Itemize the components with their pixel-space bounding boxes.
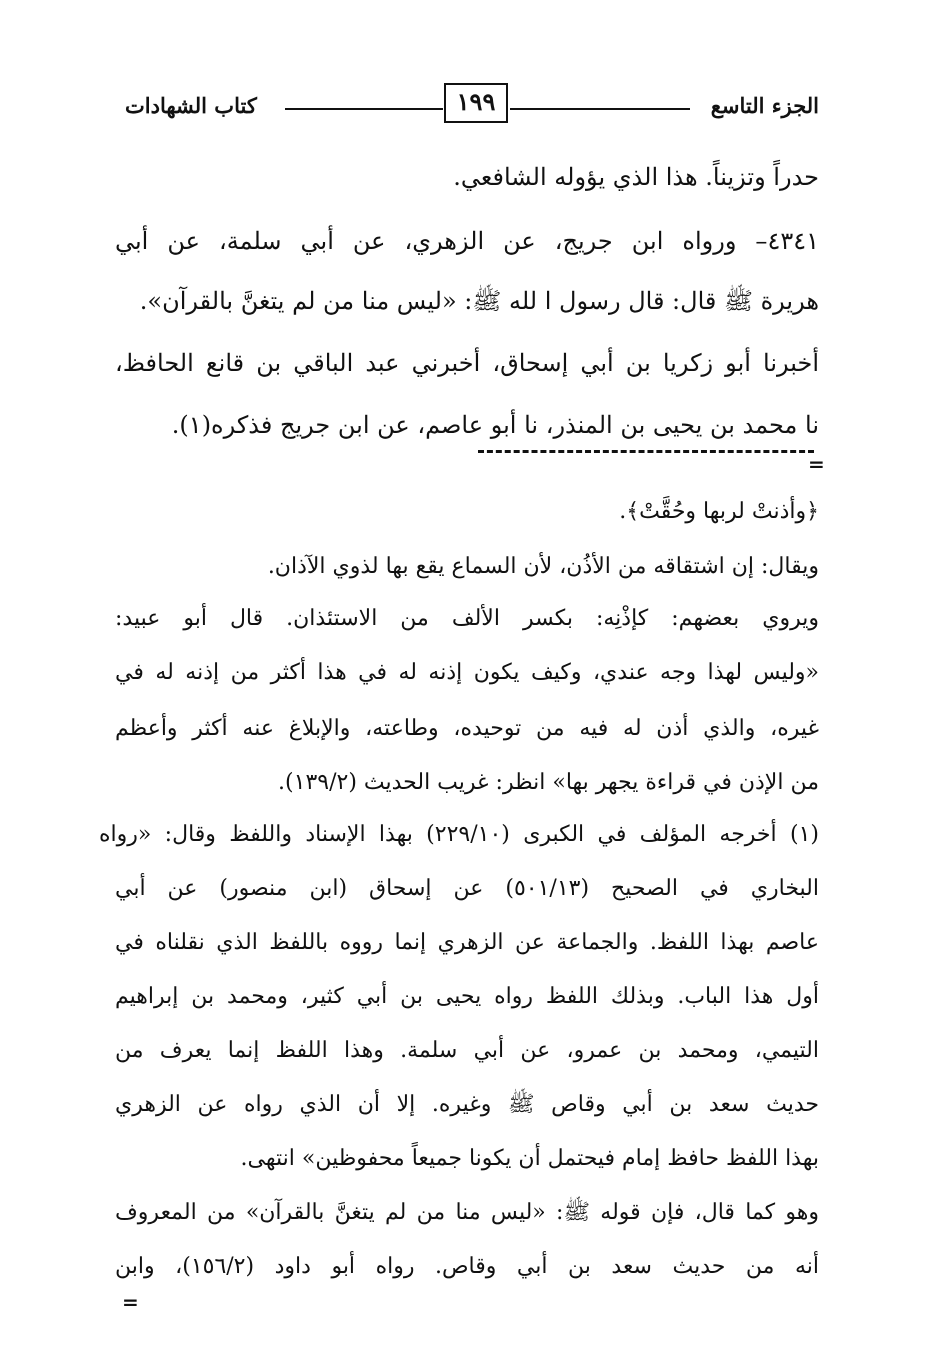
footnote-line: وهو كما قال، فإن قوله ﷺ: «ليس منا من لم يتغنَّ بالقرآن» من المعروف [115,1200,819,1225]
running-header-volume: الجزء التاسع [710,93,819,118]
isnad-line: أخبرنا أبو زكريا بن أبي إسحاق، أخبرني عبد الباقي بن قانع الحافظ، [115,349,819,377]
isnad-line: نا محمد بن يحيى بن المنذر، نا أبو عاصم، عن ابن جريج فذكره(١). [171,411,819,439]
quran-verse: ﴿وأذنتْ لربها وحُقَّتْ﴾. [619,499,819,524]
note-line: ويقال: إن اشتقاقه من الأذُن، لأن السماع يقع بها لذوي الآذان. [267,554,819,579]
footnote-line: البخاري في الصحيح (٥٠١/١٣) عن إسحاق (ابن منصور) عن أبي [115,876,819,901]
note-line: «وليس لهذا وجه عندي، وكيف يكون إذنه له في هذا أكثر من إذنه له في [115,660,819,685]
header-rule-right [510,108,690,110]
body-line: ٤٣٤١– ورواه ابن جريج، عن الزهري، عن أبي سلمة، عن أبي [115,227,819,255]
footnote-line: حديث سعد بن أبي وقاص ﷺ وغيره. إلا أن الذي رواه عن الزهري [115,1092,819,1117]
running-header-book: كتاب الشهادات [125,93,257,118]
footnote-line: التيمي، ومحمد بن عمرو، عن أبي سلمة. وهذا اللفظ إنما يعرف من [115,1038,819,1063]
header-rule-left [285,108,443,110]
continuation-mark: = [122,1290,139,1314]
footnote-line: (١) أخرجه المؤلف في الكبرى (٢٢٩/١٠) بهذا الإسناد واللفظ وقال: «رواه [99,822,819,847]
note-line: ويروي بعضهم: كإذْنِه: بكسر الألف من الاستئذان. قال أبو عبيد: [115,606,819,631]
footnote-line: عاصم بهذا اللفظ. والجماعة عن الزهري إنما رووه باللفظ الذي نقلناه في [115,930,819,955]
hadith-line: هريرة ﷺ قال: قال رسول ا لله ﷺ: «ليس منا من لم يتغنَّ بالقرآن». [139,287,819,315]
footnote-line: أنه من حديث سعد بن أبي وقاص. رواه أبو داود (١٥٦/٢)، وابن [115,1254,819,1279]
body-line: حدراً وتزيناً. هذا الذي يؤوله الشافعي. [453,163,819,191]
footnote-line: أول هذا الباب. وبذلك اللفظ رواه يحيى بن أبي كثير، ومحمد بن إبراهيم [115,984,819,1009]
continuation-mark: = [808,452,825,476]
footnote-line: بهذا اللفظ حافظ إمام فيحتمل أن يكونا جميعاً محفوظين» انتهى. [240,1146,819,1171]
note-line: من الإذن في قراءة يجهر بها» انظر: غريب الحديث (١٣٩/٢). [278,770,819,795]
footnote-separator [478,450,814,453]
page-number: ١٩٩ [444,83,508,123]
note-line: غيره، والذي أذن له فيه من توحيده، وطاعته، والإبلاغ عنه أكثر وأعظم [115,716,819,741]
